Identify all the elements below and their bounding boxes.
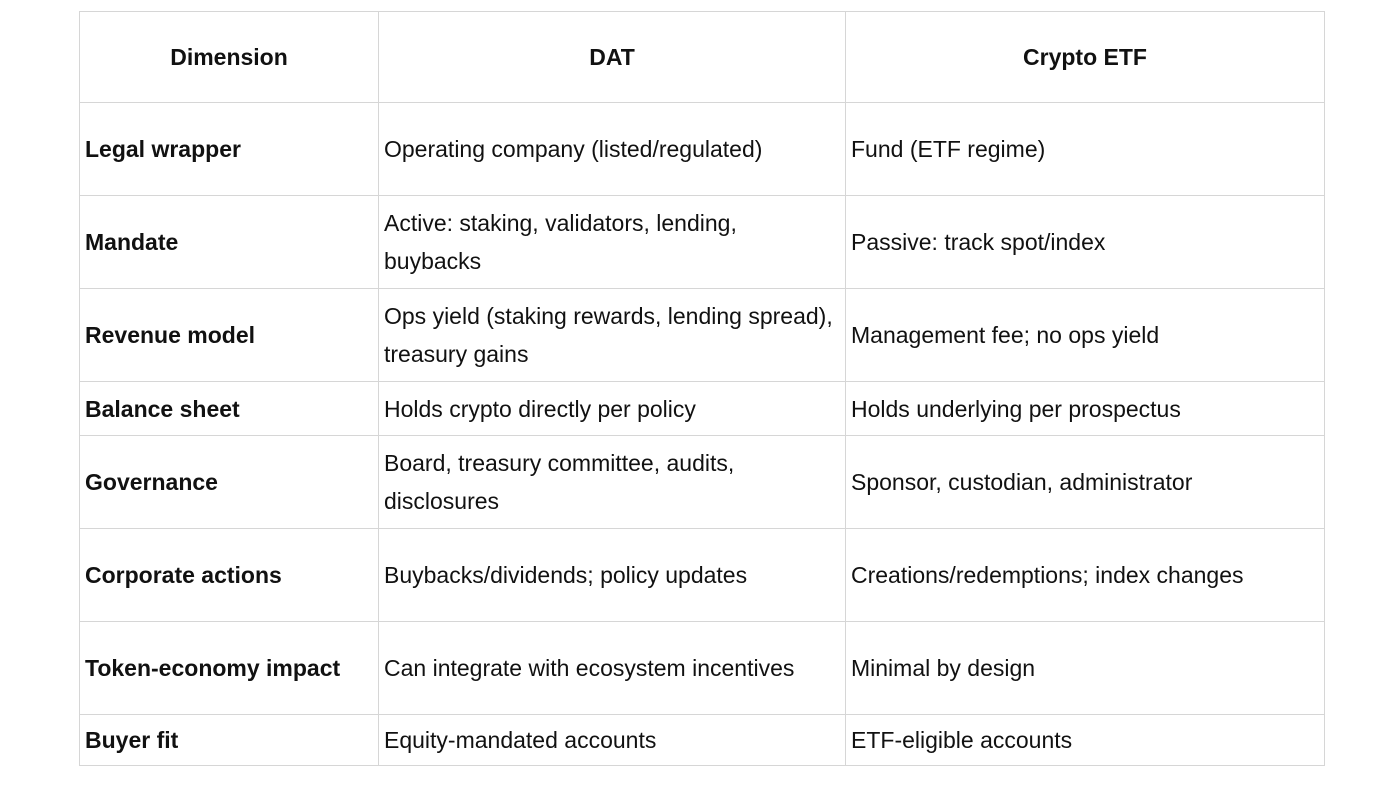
dat-cell: Ops yield (staking rewards, lending spread), treasury gains bbox=[379, 289, 846, 382]
table-header bbox=[80, 12, 1325, 103]
dat-cell: Operating company (listed/regulated) bbox=[379, 103, 846, 196]
dat-cell: Buybacks/dividends; policy updates bbox=[379, 529, 846, 622]
table-row bbox=[80, 382, 1325, 436]
table-row bbox=[80, 529, 1325, 622]
comparison-table bbox=[79, 11, 1325, 766]
header-crypto-etf: Crypto ETF bbox=[846, 12, 1325, 103]
etf-cell: Management fee; no ops yield bbox=[846, 289, 1325, 382]
dimension-cell: Governance bbox=[80, 436, 379, 529]
table-row bbox=[80, 103, 1325, 196]
table-row bbox=[80, 622, 1325, 715]
etf-cell: Passive: track spot/index bbox=[846, 196, 1325, 289]
etf-cell: Sponsor, custodian, administrator bbox=[846, 436, 1325, 529]
etf-cell: Minimal by design bbox=[846, 622, 1325, 715]
table-row bbox=[80, 289, 1325, 382]
dat-cell: Can integrate with ecosystem incentives bbox=[379, 622, 846, 715]
dimension-cell: Legal wrapper bbox=[80, 103, 379, 196]
etf-cell: ETF-eligible accounts bbox=[846, 715, 1325, 766]
dimension-cell: Token-economy impact bbox=[80, 622, 379, 715]
dimension-cell: Balance sheet bbox=[80, 382, 379, 436]
dat-cell: Equity-mandated accounts bbox=[379, 715, 846, 766]
header-dimension: Dimension bbox=[80, 12, 379, 103]
etf-cell: Fund (ETF regime) bbox=[846, 103, 1325, 196]
table-body bbox=[80, 103, 1325, 766]
dimension-cell: Corporate actions bbox=[80, 529, 379, 622]
etf-cell: Holds underlying per prospectus bbox=[846, 382, 1325, 436]
dimension-cell: Buyer fit bbox=[80, 715, 379, 766]
header-row bbox=[80, 12, 1325, 103]
dat-cell: Active: staking, validators, lending, buybacks bbox=[379, 196, 846, 289]
dimension-cell: Mandate bbox=[80, 196, 379, 289]
table-row bbox=[80, 196, 1325, 289]
etf-cell: Creations/redemptions; index changes bbox=[846, 529, 1325, 622]
dimension-cell: Revenue model bbox=[80, 289, 379, 382]
table-row bbox=[80, 436, 1325, 529]
dat-cell: Holds crypto directly per policy bbox=[379, 382, 846, 436]
dat-cell: Board, treasury committee, audits, disclosures bbox=[379, 436, 846, 529]
header-dat: DAT bbox=[379, 12, 846, 103]
table-row bbox=[80, 715, 1325, 766]
